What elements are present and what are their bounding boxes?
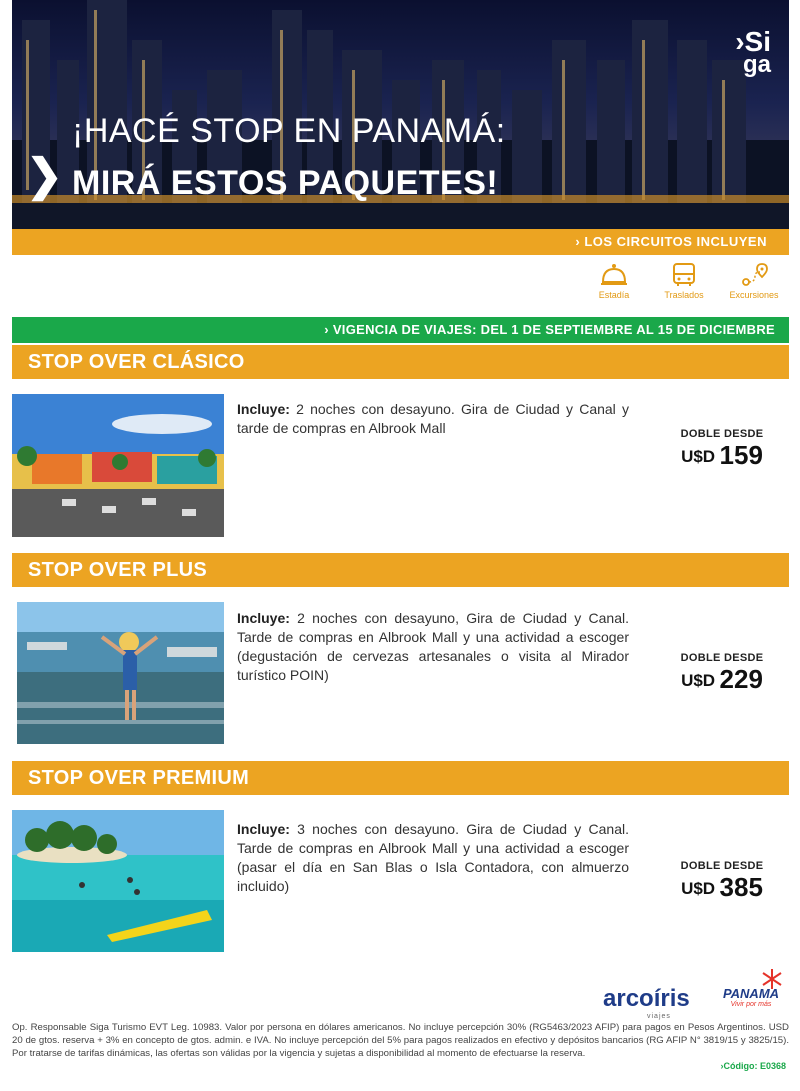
price-value: 229 bbox=[719, 664, 763, 694]
package-title-clasico: STOP OVER CLÁSICO bbox=[12, 345, 789, 379]
circuits-include-bar: › LOS CIRCUITOS INCLUYEN bbox=[12, 229, 789, 255]
package-image-viewpoint bbox=[17, 602, 224, 744]
includes-label: Incluye: bbox=[237, 821, 290, 837]
include-label: Traslados bbox=[664, 290, 704, 300]
siga-logo-top: ›Si bbox=[735, 26, 771, 57]
package-image-mall bbox=[12, 394, 224, 537]
package-description bbox=[237, 820, 629, 896]
package-title-plus: STOP OVER PLUS bbox=[12, 553, 789, 587]
price-label: DOBLE DESDE bbox=[680, 652, 764, 664]
panama-flower-icon bbox=[760, 968, 784, 990]
price-currency: U$D bbox=[681, 447, 716, 466]
legal-text: Op. Responsable Siga Turismo EVT Leg. 10983. Valor por persona en dólares americanos. No incluye percepción 30% (RG5463/2023 AFIP) para pagos en Pesos Argentinos. USD 20 de gtos. reserva + 3% en concepto de gtos. admin. e IVA. No incluye percepción del 5% para pagos realizados en efectivo y depósitos bancarios (RG AFIP N° 3819/15 y 3825/15). Por tratarse de tarifas dinámicas, las ofertas son válidas por la vigencia y sujetas a disponibilidad al momento de efectuarse la reserva. bbox=[12, 1022, 789, 1059]
description-text: 2 noches con desayuno. Gira de Ciudad y Canal y tarde de compras en Albrook Mall bbox=[237, 401, 629, 436]
package-description bbox=[237, 400, 629, 438]
include-estadia bbox=[584, 262, 644, 300]
panama-logo bbox=[716, 968, 786, 1008]
bus-icon bbox=[671, 262, 697, 288]
include-label: Estadía bbox=[598, 290, 630, 300]
include-traslados bbox=[654, 262, 714, 300]
route-pin-icon bbox=[739, 262, 769, 288]
service-bell-icon bbox=[599, 262, 629, 288]
includes-label: Incluye: bbox=[237, 401, 290, 417]
code-label: ›Código: E0368 bbox=[720, 1061, 786, 1071]
hero-title-line1: ¡HACÉ STOP EN PANAMÁ: bbox=[72, 112, 506, 150]
package-title-premium: STOP OVER PREMIUM bbox=[12, 761, 789, 795]
arcoiris-logo-text: arcoíris bbox=[603, 985, 690, 1012]
panama-logo-sub: Vivir por más bbox=[730, 1001, 772, 1008]
package-description bbox=[237, 609, 629, 685]
hero-title-line2: MIRÁ ESTOS PAQUETES! bbox=[72, 164, 499, 202]
arcoiris-logo bbox=[603, 985, 690, 1020]
price-label: DOBLE DESDE bbox=[680, 428, 764, 440]
description-text: 2 noches con desayuno, Gira de Ciudad y Canal. Tarde de compras en Albrook Mall y una actividad a escoger (degustación de cervezas artesanales o visita al Mirador turístico POIN) bbox=[237, 610, 629, 683]
hero-chevron-icon: ❯ bbox=[26, 151, 63, 200]
panama-logo-text: PANAMA bbox=[722, 986, 780, 1001]
hero-banner bbox=[12, 0, 789, 229]
include-label: Excursiones bbox=[729, 290, 779, 300]
includes-label: Incluye: bbox=[237, 610, 290, 626]
package-price bbox=[652, 872, 792, 903]
package-price bbox=[652, 664, 792, 695]
price-label: DOBLE DESDE bbox=[680, 860, 764, 872]
package-price bbox=[652, 440, 792, 471]
siga-logo-bottom: ga bbox=[742, 51, 771, 78]
arcoiris-logo-sub: viajes bbox=[647, 1013, 671, 1020]
package-image-island bbox=[12, 810, 224, 952]
validity-bar: › VIGENCIA DE VIAJES: DEL 1 DE SEPTIEMBRE AL 15 DE DICIEMBRE bbox=[12, 317, 789, 343]
description-text: 3 noches con desayuno. Gira de Ciudad y Canal. Tarde de compras en Albrook Mall y una actividad a escoger (pasar el día en San Blas o Isla Contadora, con almuerzo incluido) bbox=[237, 821, 629, 894]
price-currency: U$D bbox=[681, 671, 716, 690]
price-currency: U$D bbox=[681, 879, 716, 898]
price-value: 385 bbox=[719, 872, 763, 902]
price-value: 159 bbox=[719, 440, 763, 470]
siga-logo bbox=[735, 26, 771, 78]
include-excursiones bbox=[724, 262, 784, 300]
